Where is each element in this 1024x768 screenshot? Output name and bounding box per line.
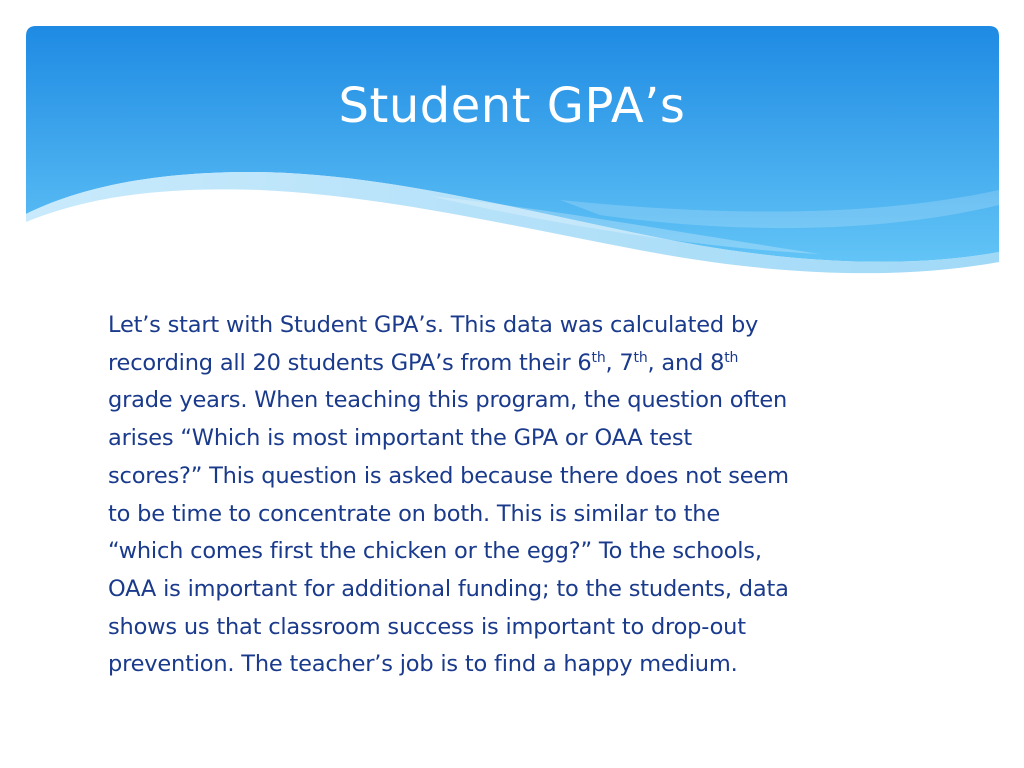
body-line: scores?” This question is asked because there does not seem (108, 462, 789, 489)
body-line: to be time to concentrate on both. This is similar to the (108, 500, 721, 527)
body-line: prevention. The teacher’s job is to find a happy medium. (108, 651, 738, 678)
slide-title: Student GPA’s (338, 78, 686, 134)
ordinal-suffix: th (724, 349, 739, 366)
body-line: grade years. When teaching this program, the question often (108, 387, 788, 414)
header-wave-graphic (0, 0, 1024, 300)
body-line: recording all 20 students GPA’s from their 6 (108, 349, 592, 376)
body-line: , 7 (605, 349, 634, 376)
ordinal-suffix: th (591, 349, 606, 366)
body-line: , and 8 (647, 349, 725, 376)
slide-body-text (108, 307, 938, 684)
body-line: OAA is important for additional funding; to the students, data (108, 575, 789, 602)
body-line: “which comes first the chicken or the egg?” To the schools, (108, 538, 762, 565)
body-line: shows us that classroom success is important to drop-out (108, 613, 746, 640)
body-line: arises “Which is most important the GPA or OAA test (108, 425, 692, 452)
ordinal-suffix: th (633, 349, 648, 366)
body-line: Let’s start with Student GPA’s. This data was calculated by (108, 312, 759, 338)
header-banner (0, 0, 1024, 300)
